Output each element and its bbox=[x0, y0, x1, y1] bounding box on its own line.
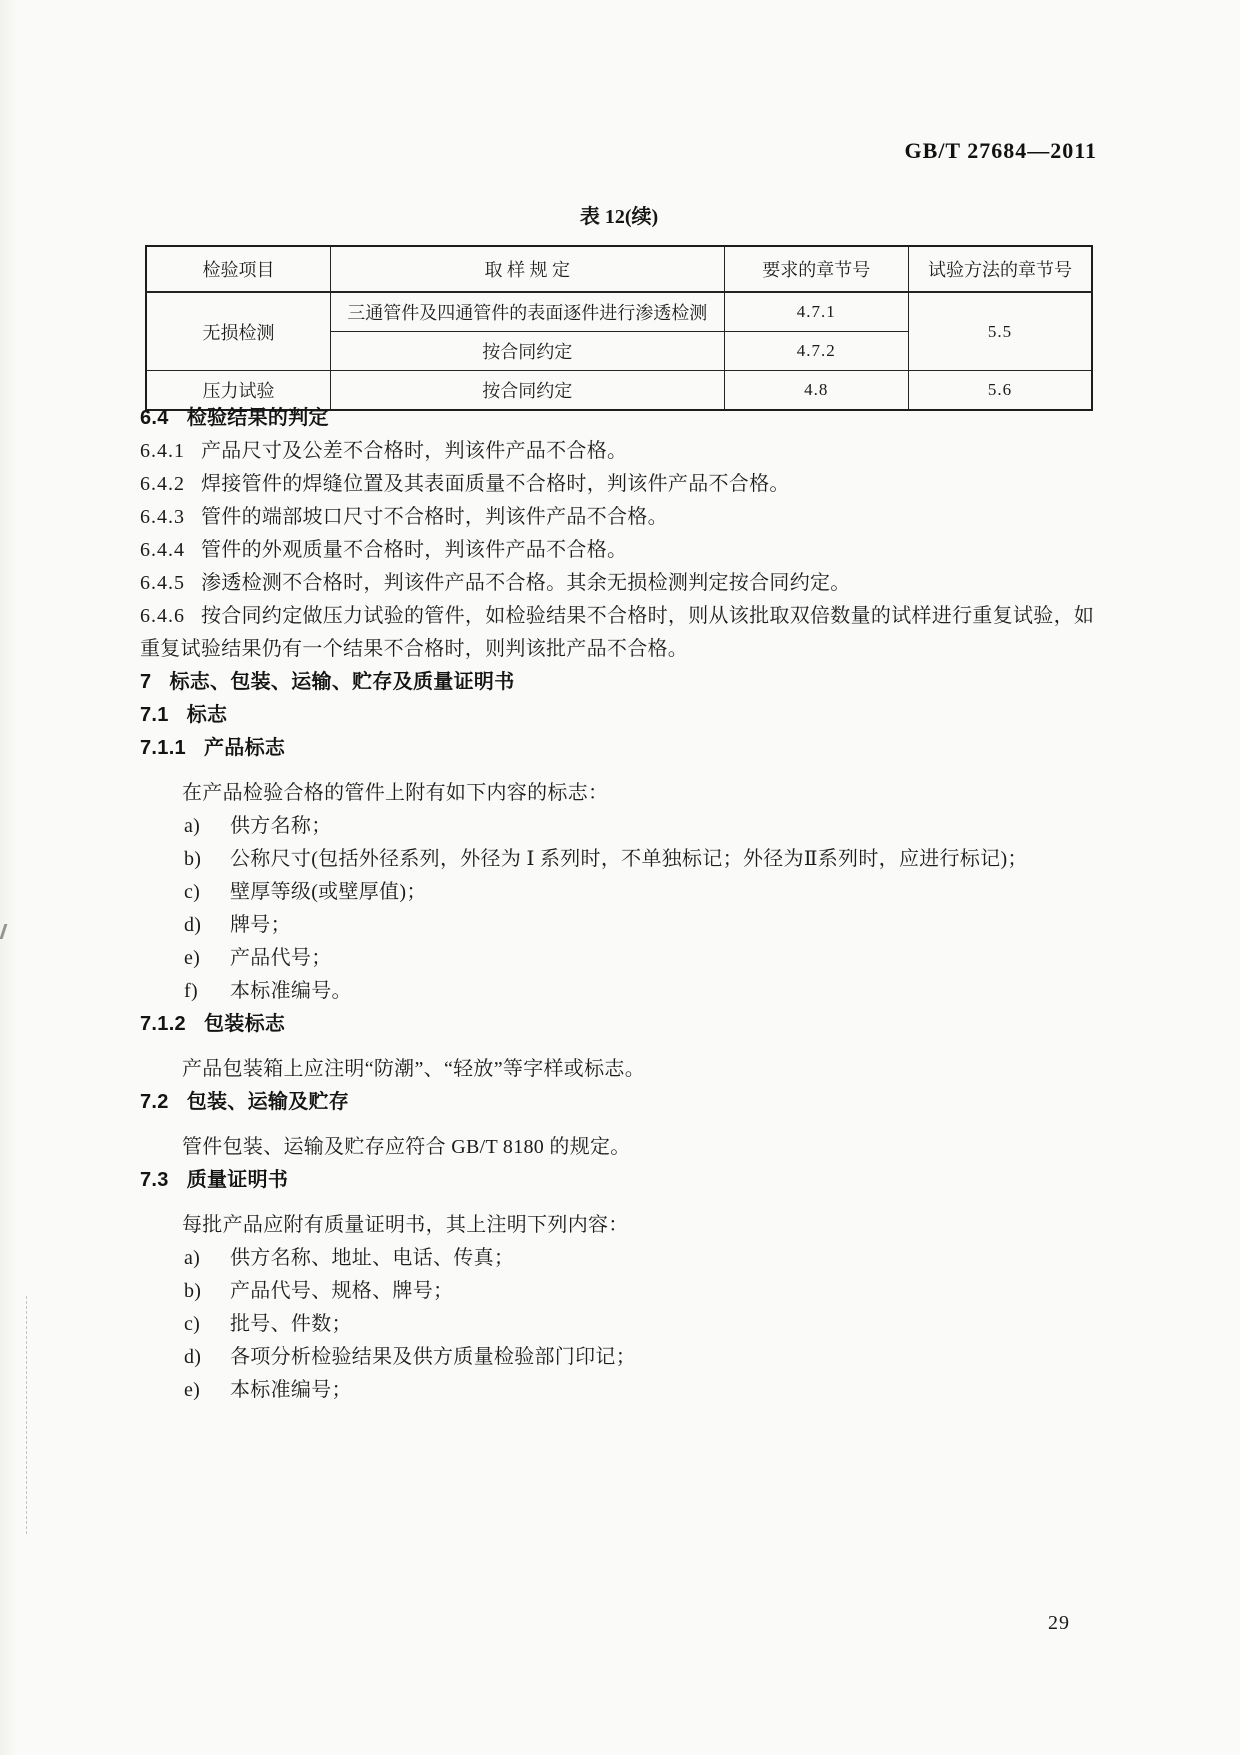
list-item-text: 批号、件数； bbox=[230, 1313, 352, 1335]
cell-pressure-sampling: 按合同约定 bbox=[330, 371, 724, 411]
list-item-label: d) bbox=[184, 1346, 202, 1368]
section-title: 产品标志 bbox=[203, 737, 286, 759]
clause-6-4-1 bbox=[140, 435, 1098, 468]
list-item-a bbox=[140, 1242, 1098, 1275]
list-item-label: a) bbox=[184, 815, 201, 837]
list-item-c bbox=[140, 876, 1098, 909]
list-item-label: e) bbox=[184, 1379, 201, 1401]
clause-number: 6.4.4 bbox=[140, 539, 185, 561]
list-item-text: 本标准编号。 bbox=[230, 980, 352, 1002]
section-heading-6-4 bbox=[140, 402, 1098, 435]
section-number: 6.4 bbox=[140, 407, 169, 429]
list-item-label: e) bbox=[184, 947, 201, 969]
list-item-a bbox=[140, 810, 1098, 843]
list-item-text: 公称尺寸(包括外径系列，外径为 Ⅰ 系列时，不单独标记；外径为Ⅱ系列时，应进行标记)； bbox=[230, 848, 1028, 870]
section-number: 7.1.2 bbox=[140, 1013, 186, 1035]
clause-number: 6.4.6 bbox=[140, 605, 185, 627]
clause-number: 6.4.1 bbox=[140, 440, 185, 462]
list-item-c bbox=[140, 1308, 1098, 1341]
section-heading-7-1-1 bbox=[140, 732, 1098, 765]
standard-number: GB/T 27684—2011 bbox=[904, 138, 1097, 163]
list-item-text: 供方名称； bbox=[230, 815, 332, 837]
paragraph-7-3-intro: 每批产品应附有质量证明书，其上注明下列内容： bbox=[182, 1214, 629, 1236]
list-item-label: b) bbox=[184, 1280, 202, 1302]
section-heading-7 bbox=[140, 666, 1098, 699]
clause-number: 6.4.2 bbox=[140, 473, 185, 495]
clause-text: 按合同约定做压力试验的管件，如检验结果不合格时，则从该批取双倍数量的试样进行重复试验，如重复试验结果仍有一个结果不合格时，则判该批产品不合格。 bbox=[140, 605, 1095, 660]
list-item-text: 供方名称、地址、电话、传真； bbox=[230, 1247, 515, 1269]
section-title: 质量证明书 bbox=[186, 1169, 289, 1191]
clause-number: 6.4.3 bbox=[140, 506, 185, 528]
col-header-item: 检验项目 bbox=[146, 246, 330, 292]
list-item-f bbox=[140, 975, 1098, 1008]
col-header-req-clause: 要求的章节号 bbox=[724, 246, 908, 292]
document-body bbox=[140, 402, 1098, 1407]
clause-text: 焊接管件的焊缝位置及其表面质量不合格时，判该件产品不合格。 bbox=[201, 473, 790, 495]
section-number: 7.2 bbox=[140, 1091, 169, 1113]
col-header-method-clause: 试验方法的章节号 bbox=[908, 246, 1092, 292]
cell-ndt-req-2: 4.7.2 bbox=[724, 332, 908, 371]
section-number: 7.3 bbox=[140, 1169, 169, 1191]
table-row-ndt-1 bbox=[146, 292, 1092, 332]
section-number: 7.1.1 bbox=[140, 737, 186, 759]
clause-text: 管件的端部坡口尺寸不合格时，判该件产品不合格。 bbox=[201, 506, 668, 528]
list-item-label: f) bbox=[184, 980, 198, 1002]
list-item-text: 本标准编号； bbox=[230, 1379, 352, 1401]
cell-ndt-sampling-2: 按合同约定 bbox=[330, 332, 724, 371]
section-title: 检验结果的判定 bbox=[186, 407, 329, 429]
list-item-label: d) bbox=[184, 914, 202, 936]
section-number: 7 bbox=[140, 671, 152, 693]
list-item-text: 产品代号、规格、牌号； bbox=[230, 1280, 454, 1302]
list-item-label: a) bbox=[184, 1247, 201, 1269]
cell-ndt-item: 无损检测 bbox=[146, 292, 330, 371]
clause-6-4-4 bbox=[140, 534, 1098, 567]
list-item-e bbox=[140, 1374, 1098, 1407]
scan-artifact-dashed-line bbox=[26, 1296, 27, 1534]
list-item-d bbox=[140, 909, 1098, 942]
section-number: 7.1 bbox=[140, 704, 169, 726]
cell-ndt-req-1: 4.7.1 bbox=[724, 292, 908, 332]
page-number: 29 bbox=[1048, 1612, 1070, 1634]
clause-6-4-5 bbox=[140, 567, 1098, 600]
paragraph-7-2-body: 管件包装、运输及贮存应符合 GB/T 8180 的规定。 bbox=[182, 1136, 631, 1158]
paragraph-7-1-1-intro: 在产品检验合格的管件上附有如下内容的标志： bbox=[182, 782, 609, 804]
table-header-row bbox=[146, 246, 1092, 292]
cell-ndt-method: 5.5 bbox=[908, 292, 1092, 371]
clause-text: 渗透检测不合格时，判该件产品不合格。其余无损检测判定按合同约定。 bbox=[201, 572, 851, 594]
section-title: 包装、运输及贮存 bbox=[186, 1091, 350, 1113]
scan-artifact-mark bbox=[0, 924, 7, 939]
col-header-sampling: 取 样 规 定 bbox=[330, 246, 724, 292]
clause-6-4-2 bbox=[140, 468, 1098, 501]
list-item-label: c) bbox=[184, 881, 201, 903]
clause-text: 管件的外观质量不合格时，判该件产品不合格。 bbox=[201, 539, 628, 561]
section-title: 标志、包装、运输、贮存及质量证明书 bbox=[169, 671, 515, 693]
inspection-table-wrapper bbox=[145, 245, 1093, 411]
section-title: 标志 bbox=[186, 704, 228, 726]
list-item-e bbox=[140, 942, 1098, 975]
table-title: 表 12(续) bbox=[579, 206, 659, 228]
list-item-text: 壁厚等级(或壁厚值)； bbox=[230, 881, 427, 903]
clause-6-4-6 bbox=[140, 600, 1098, 666]
clause-text: 产品尺寸及公差不合格时，判该件产品不合格。 bbox=[201, 440, 628, 462]
cell-pressure-method: 5.6 bbox=[908, 371, 1092, 411]
inspection-table bbox=[145, 245, 1093, 411]
clause-number: 6.4.5 bbox=[140, 572, 185, 594]
cell-pressure-item: 压力试验 bbox=[146, 371, 330, 411]
list-item-text: 产品代号； bbox=[230, 947, 332, 969]
list-item-d bbox=[140, 1341, 1098, 1374]
section-heading-7-3 bbox=[140, 1164, 1098, 1197]
list-item-text: 各项分析检验结果及供方质量检验部门印记； bbox=[230, 1346, 636, 1368]
list-item-b bbox=[140, 843, 1098, 876]
cell-pressure-req: 4.8 bbox=[724, 371, 908, 411]
paragraph-7-1-2-body: 产品包装箱上应注明“防潮”、“轻放”等字样或标志。 bbox=[182, 1058, 646, 1080]
clause-6-4-3 bbox=[140, 501, 1098, 534]
section-title: 包装标志 bbox=[203, 1013, 286, 1035]
section-heading-7-1 bbox=[140, 699, 1098, 732]
cell-ndt-sampling-1: 三通管件及四通管件的表面逐件进行渗透检测 bbox=[330, 292, 724, 332]
list-item-text: 牌号； bbox=[230, 914, 291, 936]
list-item-label: c) bbox=[184, 1313, 201, 1335]
list-item-label: b) bbox=[184, 848, 202, 870]
list-item-b bbox=[140, 1275, 1098, 1308]
section-heading-7-1-2 bbox=[140, 1008, 1098, 1041]
section-heading-7-2 bbox=[140, 1086, 1098, 1119]
